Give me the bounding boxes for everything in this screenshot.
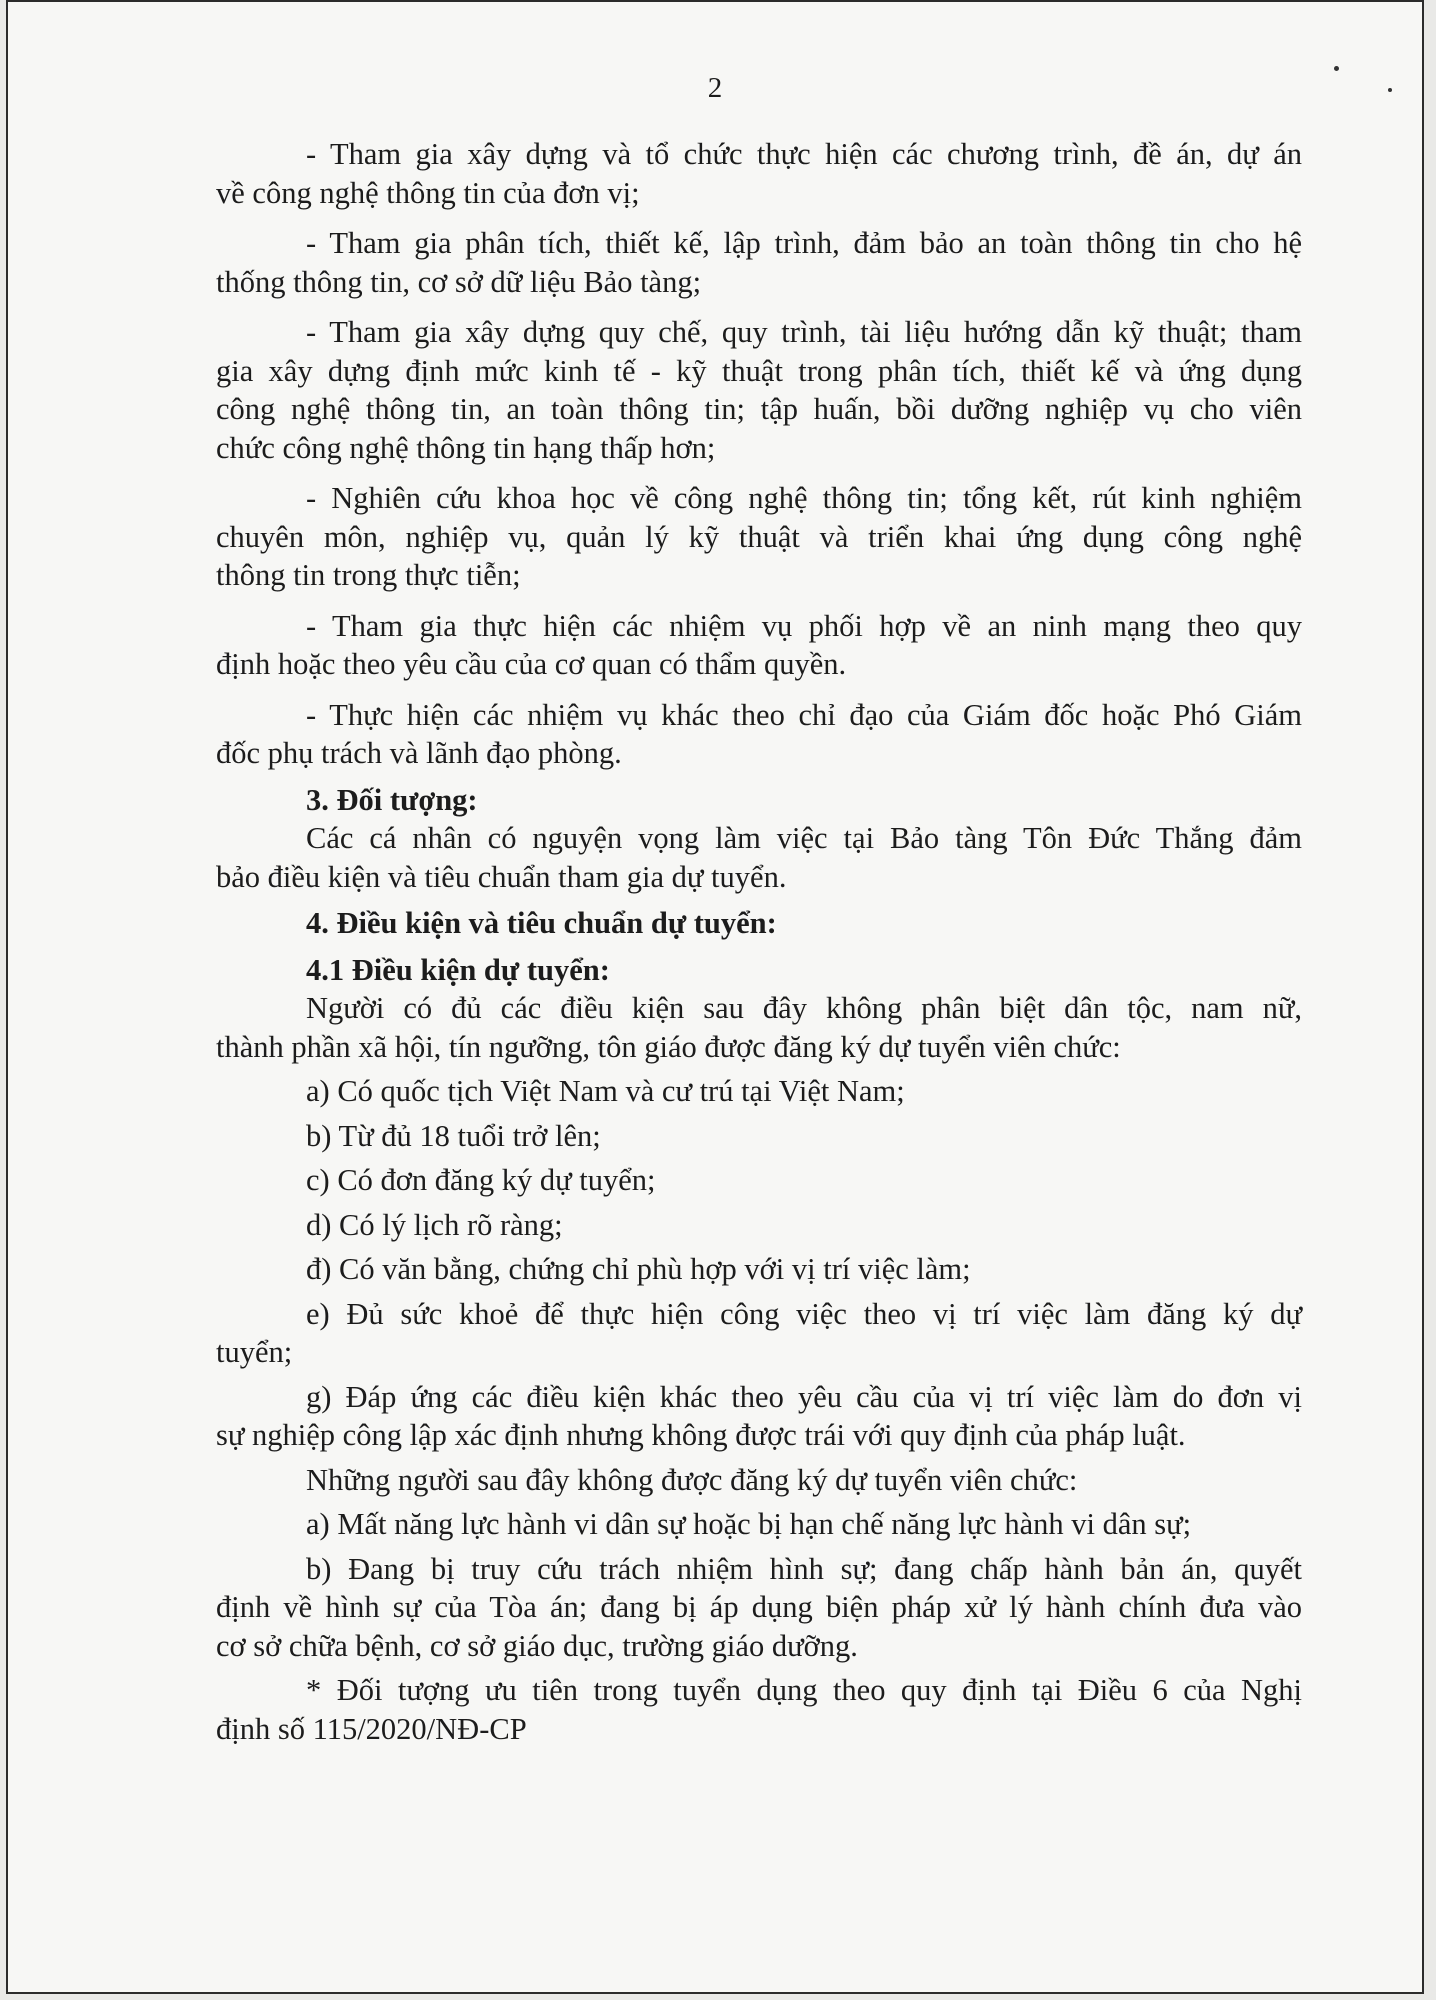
text-line: định số 115/2020/NĐ-CP [216, 1711, 527, 1746]
section-heading: 3. Đối tượng: [306, 782, 478, 817]
text-line: - Nghiên cứu khoa học về công nghệ thông tin; tổng kết, rút kinh nghiệm [306, 481, 1302, 515]
text-line: về công nghệ thông tin của đơn vị; [216, 175, 640, 210]
text-line: d) Có lý lịch rõ ràng; [306, 1207, 563, 1242]
condition-item [216, 1072, 1302, 1111]
text-line: Những người sau đây không được đăng ký dự tuyển viên chức: [306, 1462, 1078, 1497]
text-line: thông tin trong thực tiễn; [216, 558, 521, 592]
text-line: - Tham gia phân tích, thiết kế, lập trình, đảm bảo an toàn thông tin cho hệ [306, 226, 1302, 260]
text-line: - Tham gia xây dựng và tổ chức thực hiện các chương trình, đề án, dự án [306, 137, 1302, 171]
priority-note [216, 1671, 1302, 1748]
condition-item [216, 1206, 1302, 1245]
text-line: a) Có quốc tịch Việt Nam và cư trú tại Việt Nam; [306, 1074, 905, 1108]
text-line: gia xây dựng định mức kinh tế - kỹ thuật trong phân tích, thiết kế và ứng dụng [216, 353, 1302, 388]
text-line: bảo điều kiện và tiêu chuẩn tham gia dự tuyển. [216, 859, 787, 894]
subsection-heading: 4.1 Điều kiện dự tuyển: [306, 952, 610, 987]
duty-paragraph [216, 224, 1302, 301]
condition-item [216, 1295, 1302, 1372]
text-line: sự nghiệp công lập xác định nhưng không được trái với quy định của pháp luật. [216, 1418, 1186, 1452]
duty-paragraph [216, 607, 1302, 684]
condition-item [216, 1250, 1302, 1289]
text-line: chuyên môn, nghiệp vụ, quản lý kỹ thuật và triển khai ứng dụng công nghệ [216, 519, 1302, 554]
text-line: định hoặc theo yêu cầu của cơ quan có thẩm quyền. [216, 647, 847, 681]
text-line: - Tham gia thực hiện các nhiệm vụ phối hợp về an ninh mạng theo quy [306, 608, 1302, 643]
text-line: đ) Có văn bằng, chứng chỉ phù hợp với vị trí việc làm; [306, 1252, 971, 1286]
text-line: - Thực hiện các nhiệm vụ khác theo chỉ đạo của Giám đốc hoặc Phó Giám [306, 697, 1302, 732]
duty-paragraph [216, 135, 1302, 212]
exclusion-item [216, 1550, 1302, 1666]
text-line: chức công nghệ thông tin hạng thấp hơn; [216, 430, 716, 465]
duty-paragraph [216, 696, 1302, 773]
text-line: - Tham gia xây dựng quy chế, quy trình, tài liệu hướng dẫn kỹ thuật; tham [306, 315, 1302, 349]
page-number: 2 [707, 72, 723, 104]
text-line: thành phần xã hội, tín ngưỡng, tôn giáo được đăng ký dự tuyển viên chức: [216, 1029, 1121, 1064]
text-line: Các cá nhân có nguyện vọng làm việc tại Bảo tàng Tôn Đức Thắng đảm [306, 821, 1302, 855]
text-line: e) Đủ sức khoẻ để thực hiện công việc theo vị trí việc làm đăng ký dự [306, 1296, 1302, 1331]
duty-paragraph [216, 479, 1302, 595]
text-line: tuyển; [216, 1335, 293, 1369]
text-line: a) Mất năng lực hành vi dân sự hoặc bị hạn chế năng lực hành vi dân sự; [306, 1507, 1192, 1541]
text-line: định về hình sự của Tòa án; đang bị áp dụng biện pháp xử lý hành chính đưa vào [216, 1590, 1302, 1624]
condition-item [216, 1378, 1302, 1455]
text-line: đốc phụ trách và lãnh đạo phòng. [216, 736, 622, 770]
document-page [6, 0, 1424, 1994]
section-paragraph [216, 1461, 1302, 1500]
duty-paragraph [216, 313, 1302, 467]
text-line: thống thông tin, cơ sở dữ liệu Bảo tàng; [216, 264, 702, 299]
condition-item [216, 1117, 1302, 1156]
text-line: * Đối tượng ưu tiên trong tuyển dụng theo quy định tại Điều 6 của Nghị [306, 1673, 1302, 1707]
condition-item [216, 1161, 1302, 1200]
text-line: b) Đang bị truy cứu trách nhiệm hình sự; đang chấp hành bản án, quyết [306, 1551, 1302, 1586]
document-body [216, 135, 1302, 1748]
section-paragraph [216, 989, 1302, 1066]
text-line: b) Từ đủ 18 tuổi trở lên; [306, 1118, 601, 1153]
text-line: g) Đáp ứng các điều kiện khác theo yêu cầu của vị trí việc làm do đơn vị [306, 1379, 1302, 1414]
text-line: Người có đủ các điều kiện sau đây không phân biệt dân tộc, nam nữ, [306, 991, 1302, 1025]
text-line: c) Có đơn đăng ký dự tuyển; [306, 1163, 656, 1197]
section-heading: 4. Điều kiện và tiêu chuẩn dự tuyển: [306, 906, 777, 940]
text-line: công nghệ thông tin, an toàn thông tin; tập huấn, bồi dưỡng nghiệp vụ cho viên [216, 392, 1302, 426]
text-line: cơ sở chữa bệnh, cơ sở giáo dục, trường giáo dưỡng. [216, 1628, 858, 1663]
section-paragraph [216, 819, 1302, 896]
ink-dot [1334, 66, 1339, 71]
exclusion-item [216, 1505, 1302, 1544]
